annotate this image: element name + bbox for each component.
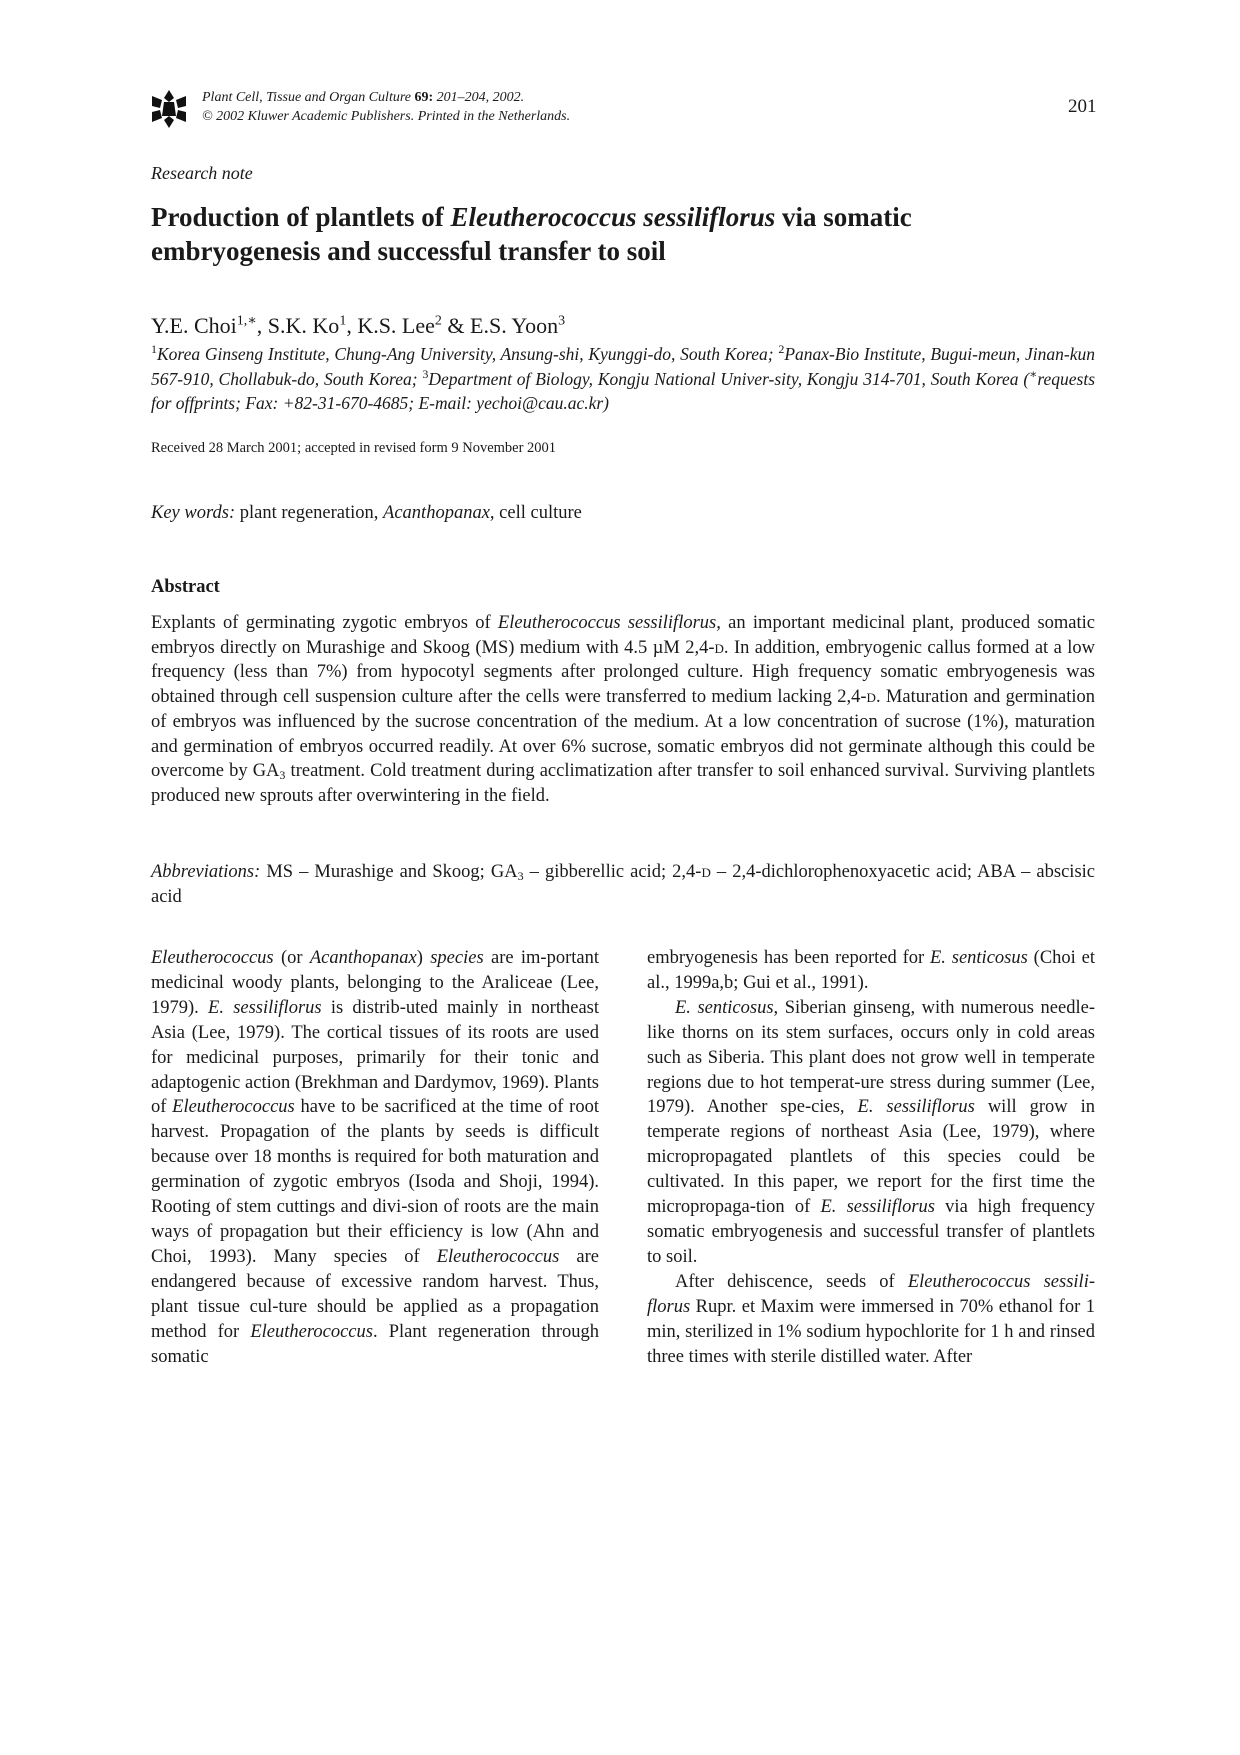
title-part-1: Production of plantlets of xyxy=(151,202,451,232)
abbrev-text: – 2,4-dichlorophenoxyacetic acid; ABA – abscisic acid xyxy=(151,862,1095,907)
journal-line-1 xyxy=(202,88,570,107)
paper-title xyxy=(151,200,1051,268)
abstract-text: Explants of germinating zygotic embryos of xyxy=(151,613,498,633)
abbrev-text: – gibberellic acid; 2,4- xyxy=(523,862,702,882)
author-name: S.K. Ko xyxy=(267,313,340,338)
body-paragraph xyxy=(647,996,1095,1270)
affil-sup-2: 2 xyxy=(778,342,785,357)
copyright-year: 2002 xyxy=(216,109,245,124)
abstract-smallcaps: d xyxy=(866,687,876,708)
journal-line-2 xyxy=(202,107,570,126)
body-column-right xyxy=(647,946,1095,1369)
affil-3: Department of Biology, Kongju National Univer-sity, Kongju 314-701, South Korea ( xyxy=(428,368,1030,389)
abbreviations xyxy=(151,860,1095,909)
page-number: 201 xyxy=(1068,96,1097,117)
author-affil-sup: 3 xyxy=(558,313,566,329)
species-name: Eleutherococcus xyxy=(151,948,274,968)
species-name: Eleutherococcus xyxy=(172,1097,295,1118)
abbrev-subscript: 3 xyxy=(517,869,524,883)
author-list xyxy=(151,313,565,339)
author-separator: , xyxy=(256,313,268,338)
author-affil-sup: 2 xyxy=(434,313,442,329)
affil-2: Panax-Bio Institute, Bugui-meun, Jinan-kun 567-910, Chollabuk-do, South Korea; xyxy=(151,344,1095,389)
body-text: (or xyxy=(273,948,310,968)
body-paragraph xyxy=(151,946,599,1369)
species-name: E. senticosus xyxy=(675,997,774,1018)
body-text: (Choi et al., 1999a,b; Gui et al., 1991). xyxy=(647,948,1095,993)
author-name: E.S. Yoon xyxy=(470,313,559,338)
affil-1: Korea Ginseng Institute, Chung-Ang University, Ansung-shi, Kyunggi-do, South Korea; xyxy=(157,344,779,364)
author-affil-sup: 1 xyxy=(339,313,347,329)
title-part-2: via somatic embryogenesis and successful transfer to soil xyxy=(151,202,912,266)
received-dates: Received 28 March 2001; accepted in revised form 9 November 2001 xyxy=(151,440,557,456)
printed-note: Printed in the Netherlands. xyxy=(417,109,571,124)
body-text: , Siberian ginseng, with numerous needle-like thorns on its stem surfaces, occurs only in cold areas such as Siberia. This plant does not grow well in temperate regions due to hot temperat-ure stress during summer (Lee, 1979). Another spe-cies, xyxy=(647,997,1095,1118)
species-name: E. senticosus xyxy=(929,948,1028,968)
keywords-part-1: plant regeneration, xyxy=(235,503,384,523)
abbrev-text: MS – Murashige and Skoog; GA xyxy=(260,862,518,882)
body-paragraph xyxy=(647,946,1095,996)
abstract-species: Eleutherococcus sessiliflorus, xyxy=(497,613,721,633)
copyright-symbol: © xyxy=(202,109,213,124)
affil-sup-3: 3 xyxy=(422,366,429,381)
species-name: E. sessiliflorus xyxy=(208,997,322,1018)
body-text: After dehiscence, seeds of xyxy=(675,1271,908,1292)
affil-note-sup: ∗ xyxy=(1029,366,1038,381)
title-species: Eleutherococcus sessiliflorus xyxy=(450,202,776,232)
body-text: via high frequency somatic embryogenesis and successful transfer of plantlets to soil. xyxy=(647,1197,1096,1267)
abstract-smallcaps: d xyxy=(714,637,724,658)
body-text: are endangered because of excessive random harvest. Thus, plant tissue cul-ture should be applied as a propagation method for xyxy=(151,1246,599,1342)
publisher-logo-icon xyxy=(150,88,188,130)
keywords xyxy=(151,503,582,524)
body-text: are im-portant medicinal woody plants, belonging to the Araliceae (Lee, 1979). xyxy=(151,948,599,1018)
journal-citation xyxy=(202,88,570,126)
species-name: Eleutherococcus xyxy=(436,1246,560,1267)
affiliations xyxy=(151,342,1095,416)
body-column-left xyxy=(151,946,599,1369)
abbreviations-label: Abbreviations: xyxy=(151,862,261,882)
body-text: Rupr. et Maxim were immersed in 70% ethanol for 1 min, sterilized in 1% sodium hypochlorite for 1 h and rinsed three times with sterile distilled water. After xyxy=(647,1296,1095,1367)
abstract-text: an important medicinal plant, produced somatic embryos directly on Murashige and Skoog (MS) medium with 4.5 µM 2,4- xyxy=(151,613,1095,658)
italic-text: species xyxy=(430,948,484,968)
abstract-body xyxy=(151,611,1095,809)
abbrev-smallcaps: d xyxy=(701,862,711,882)
species-name: Eleutherococcus sessili-florus xyxy=(647,1271,1095,1317)
author-affil-sup: 1,∗ xyxy=(236,313,257,329)
species-name: E. sessiliflorus xyxy=(857,1097,975,1118)
species-name: E. sessiliflorus xyxy=(820,1197,935,1218)
body-paragraph xyxy=(647,1270,1095,1370)
abstract-text: . In addition, embryogenic callus formed at a low frequency (less than 7%) from hypocotyl segments after prolonged culture. High frequency somatic embryogenesis was obtained through cell suspension culture after the cells were transferred to medium lacking 2,4- xyxy=(151,637,1095,708)
affil-sup-1: 1 xyxy=(151,342,157,357)
abstract-heading: Abstract xyxy=(151,577,220,597)
publisher-name: Kluwer Academic Publishers. xyxy=(247,109,415,124)
journal-volume: 69: xyxy=(414,90,434,105)
keywords-part-2: Acanthopanax xyxy=(383,503,490,523)
body-text: . Plant regeneration through somatic xyxy=(151,1321,600,1367)
section-label: Research note xyxy=(151,163,253,183)
author-name: K.S. Lee xyxy=(357,313,435,338)
journal-name: Plant Cell, Tissue and Organ Culture xyxy=(202,90,411,105)
abstract-subscript: 3 xyxy=(279,768,286,783)
body-text: embryogenesis has been reported for xyxy=(647,948,930,968)
keywords-label: Key words: xyxy=(151,503,236,523)
abstract-text: . Maturation and germination of embryos was influenced by the sucrose concentration of the medium. At a low concentration of sucrose (1%), maturation and germination of embryos occurred readily. At over 6% sucrose, somatic embryos did not germinate although this could be overcome by GA xyxy=(151,687,1095,782)
body-text: have to be sacrificed at the time of root harvest. Propagation of the plants by seeds is difficult because over 18 months is required for both maturation and germination of zygotic embryos (Isoda and Shoji, 1994). Rooting of stem cuttings and divi-sion of roots are the main ways of propagation but their efficiency is low (Ahn and Choi, 1993). Many species of xyxy=(151,1097,599,1267)
species-name: Acanthopanax xyxy=(309,948,417,968)
affil-note: requests for offprints; Fax: +82-31-670-4685; E-mail: yechoi@cau.ac.kr) xyxy=(151,368,1096,413)
author-separator: , xyxy=(346,313,358,338)
body-text: will grow in temperate regions of northeast Asia (Lee, 1979), where micropropagated plantlets of this species could be cultivated. In this paper, we report for the first time the micropropaga-tion of xyxy=(647,1097,1095,1218)
author-and: & xyxy=(441,313,471,338)
author-name: Y.E. Choi xyxy=(151,313,237,338)
keywords-part-3: , cell culture xyxy=(489,503,582,523)
species-name: Eleutherococcus xyxy=(250,1321,373,1342)
journal-pages: 201–204, 2002. xyxy=(436,90,525,105)
abstract-text: treatment. Cold treatment during acclimatization after transfer to soil enhanced survival. Surviving plantlets produced new sprouts after overwintering in the field. xyxy=(151,761,1095,806)
body-text: is distrib-uted mainly in northeast Asia (Lee, 1979). The cortical tissues of its roots are used for medicinal purposes, primarily for their tonic and adaptogenic action (Brekhman and Dardymov, 1969). Plants of xyxy=(151,997,599,1118)
body-text: ) xyxy=(416,948,431,968)
